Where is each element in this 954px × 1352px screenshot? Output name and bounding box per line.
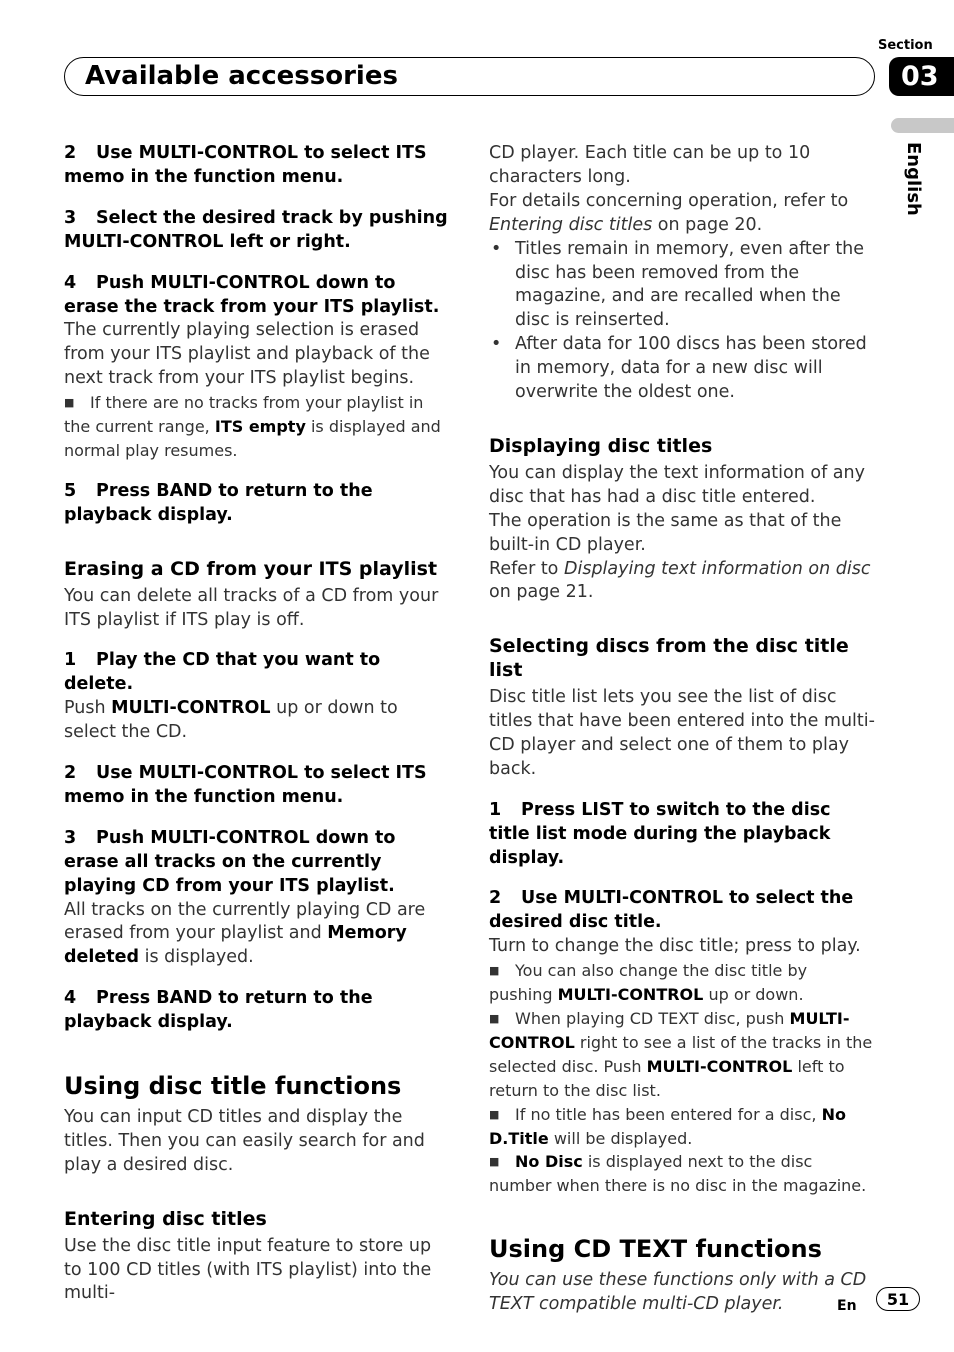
subheading-erasing: Erasing a CD from your ITS playlist xyxy=(64,557,438,580)
step-text: Use MULTI-CONTROL to select the desired disc title. xyxy=(489,888,854,933)
body-text: You can delete all tracks of a CD from your ITS playlist if ITS play is off. xyxy=(64,585,439,630)
section-number-tab xyxy=(889,57,954,96)
list-item-text: Titles remain in memory, even after the disc has been removed from the magazine, and are recalled when the disc is reinserted. xyxy=(515,238,865,331)
note xyxy=(64,391,450,463)
body-text: The operation is the same as that of the built-in CD player. xyxy=(489,510,842,555)
subheading-entering: Entering disc titles xyxy=(64,1207,267,1230)
step xyxy=(64,142,450,190)
step-text: Push MULTI-CONTROL down to erase all tracks on the currently playing CD from your ITS playlist. xyxy=(64,827,396,896)
note xyxy=(489,1103,875,1151)
note-text: right to see a list of the tracks in the selected disc. Push xyxy=(489,1032,873,1076)
body-fragment: All tracks on the currently playing CD are erased from your playlist and xyxy=(64,899,426,944)
body-text: You can input CD titles and display the titles. Then you can easily search for and play a desired disc. xyxy=(64,1107,425,1175)
square-bullet-icon: ■ xyxy=(489,1012,500,1025)
body-keyword: MULTI-CONTROL xyxy=(111,698,271,719)
body-fragment: on page 20. xyxy=(657,214,763,235)
page-number-text: 51 xyxy=(886,1289,910,1309)
step xyxy=(64,272,450,320)
heading-cd-text-functions: Using CD TEXT functions xyxy=(489,1235,822,1264)
footer-language-code: En xyxy=(837,1298,857,1314)
note xyxy=(489,1007,875,1103)
list-item-text: After data for 100 discs has been stored in memory, data for a new disc will overwrite the oldest one. xyxy=(515,334,867,403)
step xyxy=(64,207,450,255)
step-number: 1 xyxy=(64,650,77,671)
body-text: Turn to change the disc title; press to play. xyxy=(489,936,861,957)
page-title: Available accessories xyxy=(85,61,398,91)
subheading-displaying: Displaying disc titles xyxy=(489,434,713,457)
step-text: Use MULTI-CONTROL to select ITS memo in the function menu. xyxy=(64,143,427,187)
note-text: is displayed next to the disc number when there is no disc in the magazine. xyxy=(489,1152,867,1196)
note-text: When playing CD TEXT disc, push xyxy=(515,1009,785,1028)
body-text: CD player. Each title can be up to 10 characters long. xyxy=(489,143,811,187)
note-text: left to return to the disc list. xyxy=(489,1056,845,1100)
body-text: Use the disc title input feature to store up to 100 CD titles (with ITS playlist) into the multi- xyxy=(64,1235,432,1304)
square-bullet-icon: ■ xyxy=(64,396,75,410)
body-text xyxy=(64,697,450,745)
body-text: Disc title list lets you see the list of disc titles that have been entered into the multi-CD player and select one of them to play back. xyxy=(489,687,875,779)
note-text: If there are no tracks from your playlist in the current range, xyxy=(64,393,424,437)
step xyxy=(489,799,875,871)
note-keyword: MULTI-CONTROL xyxy=(646,1056,793,1076)
note-keyword: No D.Title xyxy=(489,1104,846,1148)
step-number: 4 xyxy=(64,988,77,1009)
step-number: 2 xyxy=(489,888,502,909)
heading-disc-title-functions: Using disc title functions xyxy=(64,1072,402,1101)
bullet-list xyxy=(489,238,875,405)
body-text: The currently playing selection is erased from your ITS playlist and playback of the next track from your ITS playlist begins. xyxy=(64,320,430,389)
step-number: 3 xyxy=(64,827,77,848)
step-text: Press LIST to switch to the disc title list mode during the playback display. xyxy=(489,799,831,868)
body-fragment: For details concerning operation, refer to xyxy=(489,190,849,211)
subheading-selecting: Selecting discs from the disc title list xyxy=(489,635,849,682)
note xyxy=(489,959,875,1007)
square-bullet-icon: ■ xyxy=(489,964,500,978)
step xyxy=(64,762,450,810)
step-text: Press BAND to return to the playback display. xyxy=(64,988,373,1033)
note-keyword: ITS empty xyxy=(214,417,306,437)
list-item xyxy=(489,333,875,405)
step-number: 4 xyxy=(64,272,77,293)
body-fragment: You can use these functions only with a CD TEXT compatible multi-CD player. xyxy=(489,1270,867,1315)
body-text-italic xyxy=(489,1269,875,1317)
step-text: Select the desired track by pushing MULTI-CONTROL left or right. xyxy=(64,207,448,252)
step-number: 3 xyxy=(64,207,77,228)
round-bullet-icon: • xyxy=(491,238,502,259)
note-text: is displayed and normal play resumes. xyxy=(64,417,441,460)
step xyxy=(64,649,450,697)
step xyxy=(64,827,450,899)
note-text: You can also change the disc title by pushing xyxy=(489,961,808,1005)
step-text: Use MULTI-CONTROL to select ITS memo in the function menu. xyxy=(64,763,427,807)
note-keyword: MULTI-CONTROL xyxy=(489,1009,850,1052)
language-tab-marker xyxy=(891,118,954,133)
square-bullet-icon: ■ xyxy=(489,1155,500,1169)
step-number: 2 xyxy=(64,763,77,784)
body-text: You can display the text information of any disc that has had a disc title entered. xyxy=(489,462,865,507)
page-title-box xyxy=(64,57,875,96)
body-keyword: Memory deleted xyxy=(64,923,407,968)
step xyxy=(489,887,875,935)
step-number: 1 xyxy=(489,799,502,820)
square-bullet-icon: ■ xyxy=(489,1107,500,1121)
body-text xyxy=(64,899,450,971)
note-text: will be displayed. xyxy=(553,1128,693,1148)
step-number: 2 xyxy=(64,143,77,163)
step-text: Push MULTI-CONTROL down to erase the track from your ITS playlist. xyxy=(64,272,440,317)
body-fragment: on page 21. xyxy=(489,582,594,603)
body-fragment: up or down to select the CD. xyxy=(64,698,398,743)
step xyxy=(64,480,450,528)
step-number: 5 xyxy=(64,480,77,501)
right-column xyxy=(489,142,875,1317)
step-text: Press BAND to return to the playback display. xyxy=(64,480,373,525)
note-keyword: MULTI-CONTROL xyxy=(557,985,704,1005)
note-text: up or down. xyxy=(708,985,804,1005)
body-fragment: Refer to xyxy=(489,558,559,579)
section-number: 03 xyxy=(901,61,939,92)
list-item xyxy=(489,238,875,334)
note-text: If no title has been entered for a disc, xyxy=(515,1104,817,1124)
left-column xyxy=(64,142,450,1306)
cross-reference: Entering disc titles xyxy=(489,214,653,235)
body-fragment: Push xyxy=(64,698,106,719)
cross-reference: Displaying text information on disc xyxy=(563,558,871,579)
step xyxy=(64,987,450,1035)
step-text: Play the CD that you want to delete. xyxy=(64,650,381,695)
language-tab-label: English xyxy=(903,142,924,216)
section-label: Section xyxy=(878,38,933,53)
page-number xyxy=(876,1287,920,1311)
round-bullet-icon: • xyxy=(491,334,502,355)
note xyxy=(489,1150,875,1198)
note-keyword: No Disc xyxy=(515,1152,583,1172)
body-text xyxy=(489,558,875,606)
body-fragment: is displayed. xyxy=(144,947,254,968)
body-text xyxy=(489,190,875,238)
